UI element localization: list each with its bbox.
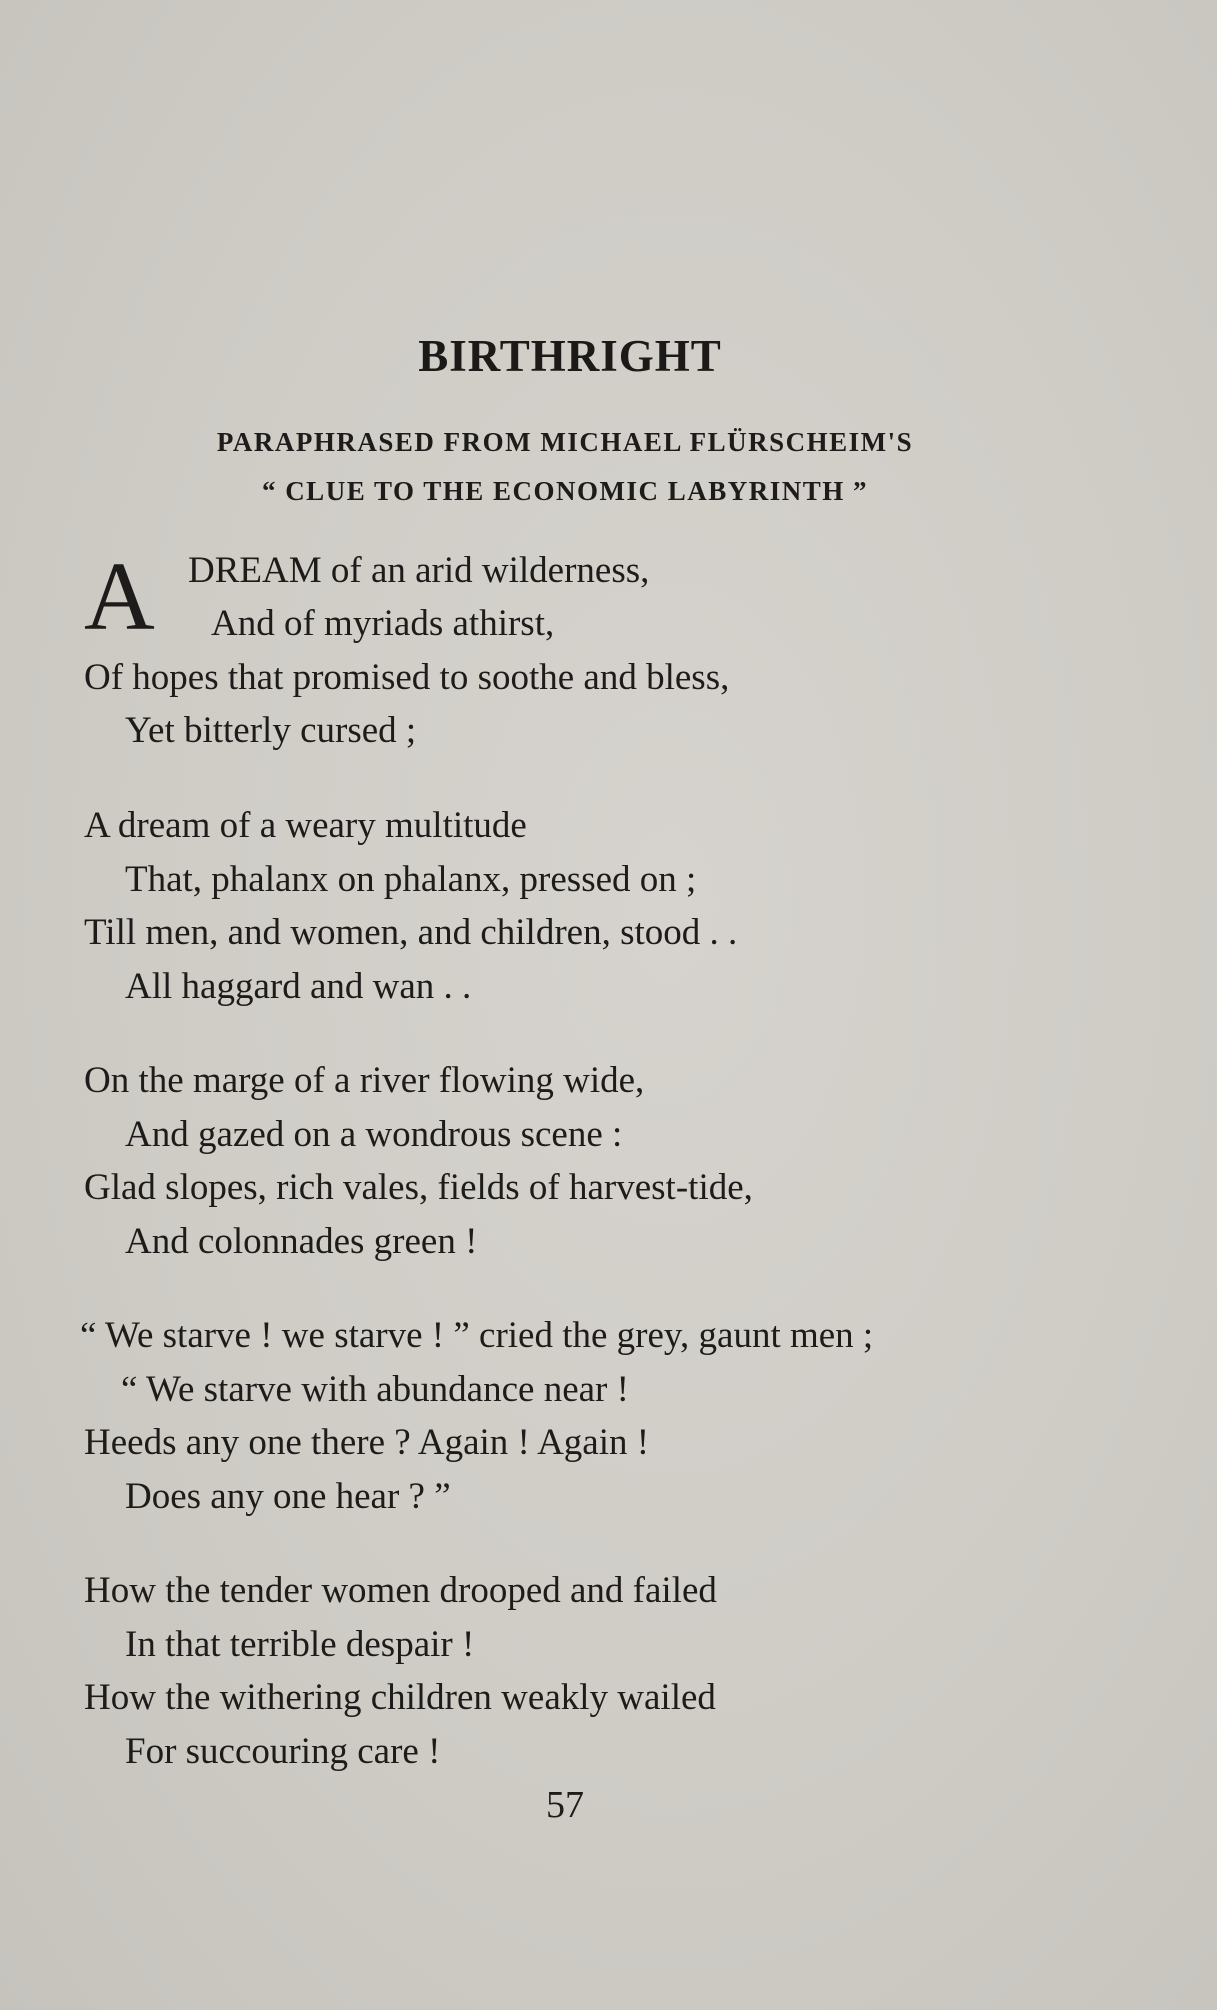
poem-line: On the marge of a river flowing wide, bbox=[84, 1060, 645, 1101]
poem-line: Does any one hear ? ” bbox=[125, 1476, 451, 1517]
poem-line: And gazed on a wondrous scene : bbox=[125, 1114, 623, 1155]
poem-line: How the withering children weakly wailed bbox=[84, 1677, 716, 1718]
poem-line: “ We starve with abundance near ! bbox=[121, 1369, 629, 1410]
poem-line: And of myriads athirst, bbox=[211, 603, 555, 644]
poem-line: Till men, and women, and children, stood . . bbox=[84, 912, 738, 953]
drop-cap: A bbox=[84, 543, 155, 651]
poem-line: Heeds any one there ? Again ! Again ! bbox=[84, 1422, 650, 1463]
poem-line: DREAM of an arid wilderness, bbox=[188, 550, 650, 591]
poem-line: How the tender women drooped and failed bbox=[84, 1570, 717, 1611]
poem-line: That, phalanx on phalanx, pressed on ; bbox=[125, 859, 697, 900]
poem-subtitle-line-2: “ CLUE TO THE ECONOMIC LABYRINTH ” bbox=[261, 476, 869, 506]
poem-line: Yet bitterly cursed ; bbox=[125, 710, 417, 751]
poem-line: A dream of a weary multitude bbox=[84, 805, 527, 846]
poem-title: BIRTHRIGHT bbox=[418, 331, 722, 381]
page-number: 57 bbox=[546, 1784, 584, 1826]
poem-line: “ We starve ! we starve ! ” cried the grey, gaunt men ; bbox=[80, 1315, 874, 1356]
poem-subtitle-line-1: PARAPHRASED FROM MICHAEL FLÜRSCHEIM'S bbox=[216, 427, 914, 457]
poem-line: Glad slopes, rich vales, fields of harvest-tide, bbox=[84, 1167, 753, 1208]
poem-line: In that terrible despair ! bbox=[125, 1624, 475, 1665]
poem-line: And colonnades green ! bbox=[125, 1221, 478, 1262]
poem-line: Of hopes that promised to soothe and bless, bbox=[84, 657, 730, 698]
poem-line: All haggard and wan . . bbox=[125, 966, 472, 1007]
poem-line: For succouring care ! bbox=[125, 1731, 441, 1772]
